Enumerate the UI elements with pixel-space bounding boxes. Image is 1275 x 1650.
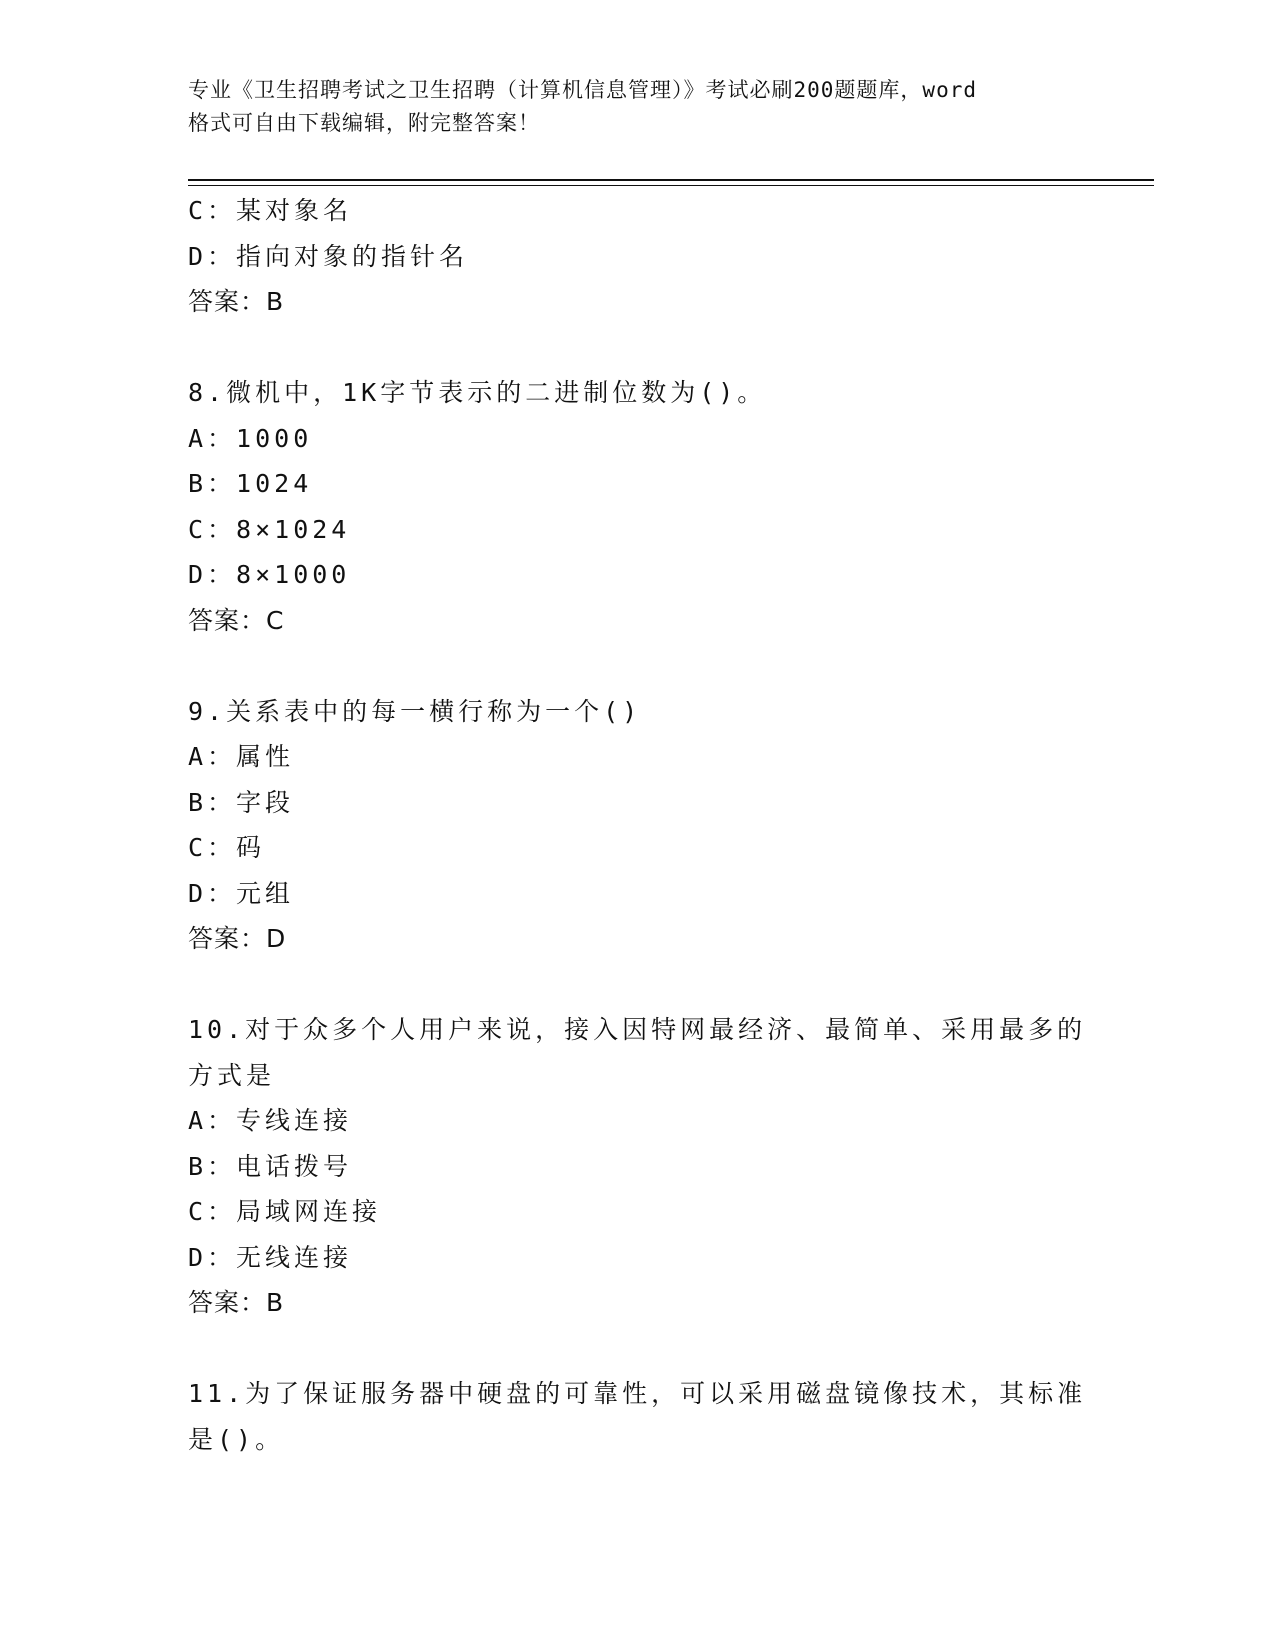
spacer: [188, 962, 1078, 1008]
option-d: D：无线连接: [188, 1242, 353, 1272]
option-c: C：8×1024: [188, 514, 351, 544]
question-block-9: [188, 689, 1078, 962]
question-block-8: [188, 370, 1078, 643]
option-c: C：码: [188, 833, 266, 862]
option-c: C：某对象名: [188, 196, 353, 225]
spacer: [188, 643, 1078, 689]
question-block-7-continued: [188, 188, 1078, 325]
answer-line: 答案：C: [188, 605, 285, 635]
option-d: D：元组: [188, 878, 295, 908]
question-list: [188, 188, 1087, 1462]
option-a: A：1000: [188, 423, 313, 453]
header-divider-thin: [188, 185, 1154, 186]
question-text-line-2: 方式是: [188, 1060, 276, 1090]
document-header: [188, 74, 1088, 140]
option-d: D：8×1000: [188, 560, 351, 589]
answer-line: 答案：D: [188, 924, 287, 953]
question-text-line-1: 10.对于众多个人用户来说，接入因特网最经济、最简单、采用最多的: [188, 1015, 1087, 1044]
header-title-line-2: 格式可自由下载编辑，附完整答案！: [188, 111, 540, 135]
question-text-line-2: 是()。: [188, 1424, 285, 1454]
header-divider-thick: [188, 179, 1154, 181]
answer-line: 答案：B: [188, 1288, 285, 1317]
option-b: B：1024: [188, 469, 313, 498]
question-block-10: [188, 1007, 1087, 1326]
option-b: B：字段: [188, 787, 295, 817]
spacer: [188, 325, 1078, 371]
option-d: D：指向对象的指针名: [188, 241, 469, 271]
question-text-line-1: 11.为了保证服务器中硬盘的可靠性，可以采用磁盘镜像技术，其标准: [188, 1379, 1087, 1408]
option-a: A：属性: [188, 742, 295, 771]
option-c: C：局域网连接: [188, 1197, 382, 1226]
header-title-line-1: 专业《卫生招聘考试之卫生招聘（计算机信息管理）》考试必刷200题题库，word: [188, 78, 977, 102]
question-text: 8.微机中，1K字节表示的二进制位数为()。: [188, 378, 767, 407]
option-a: A：专线连接: [188, 1106, 353, 1135]
answer-line: 答案：B: [188, 287, 285, 316]
option-b: B：电话拨号: [188, 1151, 353, 1181]
question-block-11: [188, 1371, 1087, 1462]
spacer: [188, 1326, 1078, 1372]
question-text: 9.关系表中的每一横行称为一个(): [188, 696, 642, 726]
